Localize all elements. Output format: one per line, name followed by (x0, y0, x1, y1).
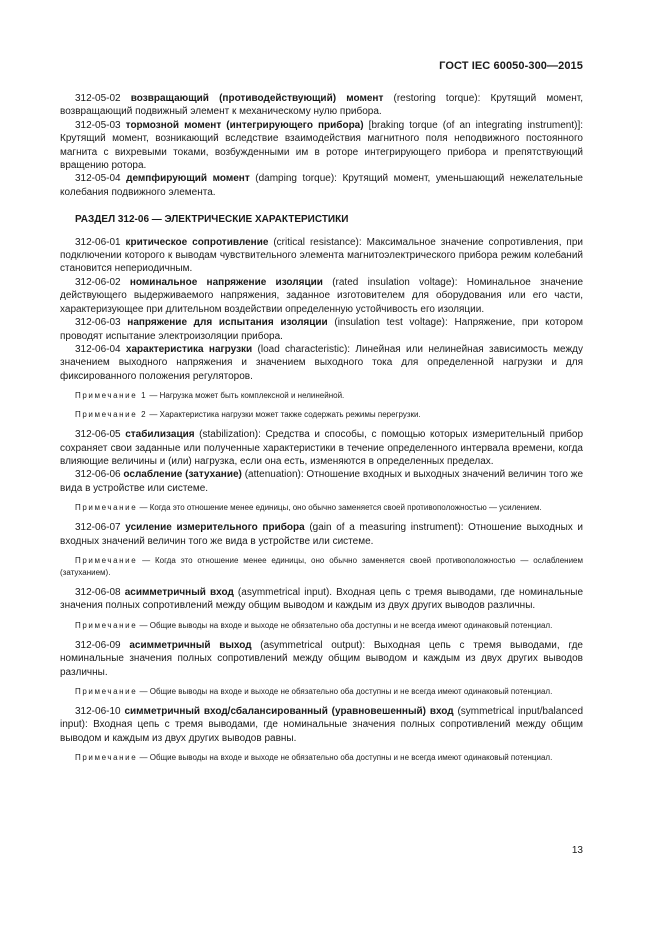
term-number: 312-06-07 (75, 522, 121, 534)
page-body (60, 92, 583, 771)
term-definition: (damping torque): Крутящий момент, уменьшающий нежелательные колебания подвижного элемента. (60, 173, 583, 198)
note (60, 502, 583, 514)
note-label: Примечание (75, 687, 138, 696)
term-entry-312-05-02 (60, 92, 583, 119)
term-title: характеристика нагрузки (125, 343, 253, 355)
term-entry-312-05-04 (60, 172, 583, 199)
note-label: Примечание (75, 555, 138, 565)
term-number: 312-06-08 (75, 586, 121, 598)
note-label: Примечание (75, 753, 138, 763)
note-text: — Нагрузка может быть комплексной и нелинейной. (147, 391, 345, 401)
term-number: 312-06-01 (75, 236, 121, 248)
term-entry-312-06-02 (60, 276, 583, 316)
note-label: Примечание (75, 503, 138, 513)
term-entry-312-06-03 (60, 316, 583, 343)
note (60, 686, 583, 698)
document-header: ГОСТ IEC 60050-300—2015 (439, 60, 583, 72)
note-label: Примечание (75, 620, 138, 630)
term-number: 312-05-03 (75, 119, 121, 131)
term-entry-312-06-01 (60, 236, 583, 276)
note-1 (60, 390, 583, 402)
term-number: 312-06-03 (75, 317, 121, 329)
term-title: напряжение для испытания изоляции (127, 317, 328, 329)
term-title: критическое сопротивление (125, 236, 269, 248)
term-title: ослабление (затухание) (123, 469, 242, 481)
term-number: 312-06-05 (75, 429, 121, 441)
note-text: — Общие выводы на входе и выходе не обязательно оба доступны и не всегда имеют одинаковый потенциал. (137, 620, 553, 630)
note-text: — Когда это отношение менее единицы, оно обычно заменяется своей противоположностью — ослаблением (затуханием). (60, 555, 583, 577)
term-title: асимметричный вход (124, 586, 234, 598)
term-number: 312-05-02 (75, 93, 121, 104)
note-text: — Общие выводы на входе и выходе не обязательно оба доступны и не всегда имеют одинаковый потенциал. (137, 753, 553, 763)
term-definition: (critical resistance): Максимальное значение сопротивления, при подключении которого к выводам чувствительного элемента магнитоэлектрического прибора режим колебаний становится непериодичным. (60, 236, 583, 275)
term-entry-312-06-06 (60, 468, 583, 495)
section-title: РАЗДЕЛ 312-06 — ЭЛЕКТРИЧЕСКИЕ ХАРАКТЕРИСТИКИ (75, 214, 349, 226)
term-definition: (rated insulation voltage): Номинальное значение действующего выдерживаемого напряжения, заданное изготовителем для оборудования или его части, характеризующее при длительном воздействии определенную устойчивость его изоляции. (60, 276, 583, 315)
term-definition: (asymmetrical input). Входная цепь с тремя выводами, где номинальные значения полных сопротивлений между общим выводом и каждым из двух других выводов различны. (60, 586, 584, 612)
note (60, 752, 583, 764)
term-definition: (attenuation): Отношение входных и выходных значений величин того же вида в устройстве или системе. (60, 469, 584, 494)
term-definition: (load characteristic): Линейная или нелинейная зависимость между значением выходного напряжения и значением выходного тока для определенной нагрузки и для фиксированного положения регуляторов. (60, 343, 583, 382)
note-label: Примечание 2 (75, 410, 148, 420)
term-entry-312-06-08 (60, 586, 583, 613)
term-title: возвращающий (противодействующий) момент (130, 93, 384, 104)
term-title: тормозной момент (интегрирующего прибора) (125, 119, 364, 131)
note (60, 555, 583, 579)
note-text: — Когда это отношение менее единицы, оно обычно заменяется своей противоположностью — усилением. (137, 503, 542, 513)
note-text: — Общие выводы на входе и выходе не обязательно оба доступны и не всегда имеют одинаковый потенциал. (137, 687, 553, 696)
term-number: 312-05-04 (75, 173, 121, 185)
term-definition: (gain of a measuring instrument): Отношение выходных и входных значений величин того же вида в устройстве или системе. (60, 522, 584, 547)
page-number: 13 (571, 845, 583, 856)
term-title: стабилизация (125, 429, 195, 441)
term-title: симметричный вход/сбалансированный (уравновешенный) вход (124, 706, 454, 717)
term-entry-312-06-09 (60, 639, 583, 679)
term-definition: (insulation test voltage): Напряжение, при котором проводят испытание электроизоляции прибора. (60, 317, 583, 342)
term-entry-312-06-07 (60, 521, 583, 548)
term-number: 312-06-10 (75, 706, 121, 717)
term-number: 312-06-04 (75, 343, 121, 355)
term-definition: (stabilization): Средства и способы, с помощью которых измерительный прибор сохраняет свои заданные или полученные характеристики в течение определенного интервала времени, когда влияющие величины и (или) нагрузка, если она есть, изменяются в определенных пределах. (60, 429, 584, 467)
term-definition: [braking torque (of an integrating instrument)]: Крутящий момент, возникающий вследствие взаимодействия магнитного поля неподвижного постоянного магнита с вихревыми токами, возбужденными им в роторе интегрирующего прибора и препятствующий вращению ротора. (60, 119, 584, 172)
term-entry-312-06-04 (60, 343, 583, 383)
term-definition: (symmetrical input/balanced input): Входная цепь с тремя выводами, где номинальные значения полных сопротивлений между общим выводом и каждым из двух других выводов равны. (60, 706, 583, 744)
term-number: 312-06-02 (75, 276, 121, 288)
note (60, 620, 583, 632)
note-2 (60, 409, 583, 421)
term-definition: (restoring torque): Крутящий момент, возвращающий подвижный элемент к механическому нулю прибора. (60, 93, 584, 118)
term-entry-312-06-05 (60, 428, 583, 468)
note-text: — Характеристика нагрузки может также содержать режимы перегрузки. (147, 410, 421, 420)
term-title: номинальное напряжение изоляции (129, 276, 323, 288)
term-title: демпфирующий момент (126, 173, 250, 185)
term-number: 312-06-06 (75, 469, 121, 481)
term-title: асимметричный выход (129, 639, 252, 651)
term-number: 312-06-09 (75, 639, 121, 651)
term-definition: (asymmetrical output): Выходная цепь с тремя выводами, где номинальные значения полных сопротивлений между общим выводом и каждым из двух других выводов различны. (60, 639, 583, 678)
term-title: усиление измерительного прибора (125, 522, 305, 534)
note-label: Примечание 1 (75, 391, 148, 401)
term-entry-312-05-03 (60, 119, 583, 173)
term-entry-312-06-10 (60, 705, 583, 745)
